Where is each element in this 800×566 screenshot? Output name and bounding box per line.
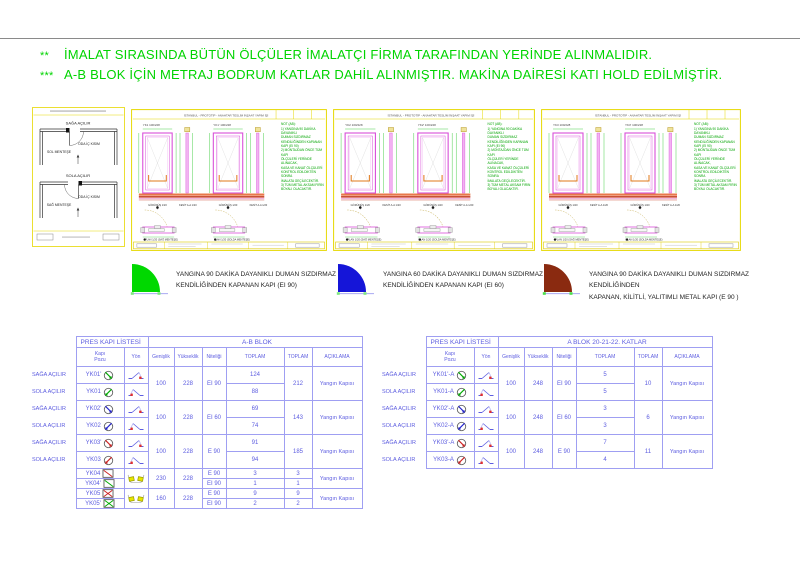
cell-rating: E 90 xyxy=(202,469,226,479)
cell-direction xyxy=(124,489,148,509)
door-label: YK3 100/228 xyxy=(553,122,571,127)
cell-door-code: YK02-A xyxy=(426,418,474,435)
door-swing-icon xyxy=(103,421,114,432)
cell-width: 100 xyxy=(148,367,174,401)
cell-height: 228 xyxy=(174,489,202,509)
column-header: Genişlik xyxy=(498,348,524,367)
cell-direction xyxy=(124,452,148,469)
double-door-plan-icon xyxy=(127,472,145,485)
cell-total: 11 xyxy=(634,435,662,469)
section-label: KESİT A-A 1/20 xyxy=(662,203,680,207)
cell-description: Yangın Kapısı xyxy=(662,435,712,469)
cell-width: 230 xyxy=(148,469,174,489)
cell-total: 2 xyxy=(284,499,312,509)
column-header: Yön xyxy=(124,348,148,367)
plan-label: PLAN 1/20 (SAĞ MENTEŞE) xyxy=(347,238,382,242)
cell-door-code: YK03 xyxy=(76,452,124,469)
cell-count: 5 xyxy=(576,384,634,401)
cell-door-code: YK03' xyxy=(76,435,124,452)
cell-description: Yangın Kapısı xyxy=(312,401,362,435)
legend-door-ei90-text: YANGINA 90 DAKİKA DAYANIKLI DUMAN SIZDIRMAZ KENDİLİĞİNDEN KAPANAN KAPI (EI 90) xyxy=(176,271,337,290)
cell-description: Yangın Kapısı xyxy=(312,469,362,489)
cell-total: 10 xyxy=(634,367,662,401)
cell-count: 7 xyxy=(576,435,634,452)
door-swing-icon xyxy=(456,387,467,398)
door-swing-icon xyxy=(103,404,114,415)
legend-door-ei90-icon xyxy=(130,263,168,301)
door-direction-icon xyxy=(478,370,494,381)
cell-direction xyxy=(124,401,148,418)
door-panel-icon xyxy=(103,479,115,488)
view-label: GÖRÜNÜŞ 1/20 xyxy=(630,203,650,207)
door-panel-icon xyxy=(103,499,115,508)
section-label: KESİT A-A 1/20 xyxy=(455,203,474,207)
column-header: Niteliği xyxy=(552,348,576,367)
cell-door-code: YK02' xyxy=(76,401,124,418)
row-side-label: SAĞA AÇILIR xyxy=(32,406,66,412)
sheet-title: İSTANBUL - PROTOTİP - ANAHTAR TESLİM İNŞAAT YAPIM İŞİ xyxy=(594,113,682,118)
hinge-label-bottom: SAĞ MENTEŞE xyxy=(46,203,72,207)
column-header: Genişlik xyxy=(148,348,174,367)
cell-width: 100 xyxy=(498,435,524,469)
page-top-rule xyxy=(0,38,800,39)
sheet-notes: NOT (AB): 1) YANGINA 90 DAKİKA DAYANIKLI DUMAN SIZDIRMAZ KENDİLİĞİNDEN KAPANAN KAPI (EI 90) 2) MONTAJDAN ÖNCE TÜM KAPI ÖLÇÜLERİ YERİNDE ALINACAK, KASA VE KANAT ÖLÇÜLERİ KONTROL EDİLDİKTEN SONRA İMALATA GEÇİLECEKTİR. 3) TÜM METAL AKSAM FIRIN BOYALI OLACAKTIR. xyxy=(487,122,531,192)
door-swing-icon xyxy=(456,455,467,466)
cell-count: 88 xyxy=(226,384,284,401)
cell-width: 100 xyxy=(148,435,174,469)
cell-rating: E 90 xyxy=(552,435,576,469)
cell-count: 3 xyxy=(226,469,284,479)
door-swing-icon xyxy=(103,438,114,449)
cell-direction xyxy=(124,384,148,401)
plan-label: PLAN 1/20 (SOLDA MENTEŞE) xyxy=(213,238,250,242)
cell-direction xyxy=(474,452,498,469)
cell-door-code: YK01'-A xyxy=(426,367,474,384)
cell-door-code: YK01 xyxy=(76,384,124,401)
cell-height: 248 xyxy=(524,435,552,469)
row-side-label: SOLA AÇILIR xyxy=(32,389,66,395)
cell-direction xyxy=(474,384,498,401)
cell-count: 69 xyxy=(226,401,284,418)
cell-height: 228 xyxy=(174,469,202,489)
cell-count: 3 xyxy=(576,418,634,435)
cell-door-code: YK02 xyxy=(76,418,124,435)
door-swing-icon xyxy=(456,421,467,432)
cell-count: 9 xyxy=(226,489,284,499)
door-panel-icon xyxy=(102,489,114,498)
column-header: Niteliği xyxy=(202,348,226,367)
column-header: TOPLAM xyxy=(226,348,284,367)
legend-door-ei60-icon xyxy=(336,263,374,301)
cell-rating: EI 90 xyxy=(202,499,226,509)
cell-door-code: YK05 xyxy=(76,489,124,499)
cell-height: 248 xyxy=(524,401,552,435)
room-label-bottom: ODA İÇ KISIM xyxy=(78,195,100,199)
cell-rating: EI 90 xyxy=(202,479,226,489)
door-label: YK2' 100/228 xyxy=(417,122,436,127)
table-subtitle: A BLOK 20-21-22. KATLAR xyxy=(498,337,712,348)
cell-direction xyxy=(124,435,148,452)
section-label: KESİT A-A 1/20 xyxy=(590,203,608,207)
cell-count: 2 xyxy=(226,499,284,509)
section-label: KESİT A-A 1/20 xyxy=(382,203,401,207)
table-title: PRES KAPI LİSTESİ xyxy=(426,337,498,348)
view-label: GÖRÜNÜŞ 1/20 xyxy=(148,203,167,207)
plan-label: PLAN 1/20 (SOLDA MENTEŞE) xyxy=(418,238,456,242)
cell-width: 100 xyxy=(148,401,174,435)
sheet-notes: NOT (AB): 1) YANGINA 90 DAKİKA DAYANIKLI DUMAN SIZDIRMAZ KENDİLİĞİNDEN KAPANAN KAPI (EI 90) 2) MONTAJDAN ÖNCE TÜM KAPI ÖLÇÜLERİ YERİNDE ALINACAK, KASA VE KANAT ÖLÇÜLERİ KONTROL EDİLDİKTEN SONRA İMALATA GEÇİLECEKTİR. 3) TÜM METAL AKSAM FIRIN BOYALI OLACAKTIR. xyxy=(280,122,324,192)
column-header: Kapı Pozu xyxy=(76,348,124,367)
cell-count: 91 xyxy=(226,435,284,452)
cell-door-code: YK02'-A xyxy=(426,401,474,418)
view-label: GÖRÜNÜŞ 1/20 xyxy=(218,203,238,207)
cell-direction xyxy=(124,367,148,384)
door-label: YK3' 100/228 xyxy=(625,122,643,127)
cell-direction xyxy=(124,469,148,489)
door-direction-icon xyxy=(128,421,144,432)
cell-door-code: YK03-A xyxy=(426,452,474,469)
cell-direction xyxy=(474,435,498,452)
door-table-a-blok-katlar xyxy=(380,336,713,469)
row-side-label: SOLA AÇILIR xyxy=(32,457,66,463)
row-side-label: SAĞA AÇILIR xyxy=(32,440,66,446)
legend-door-e90-text: YANGINA 90 DAKİKA DAYANIKLI DUMAN SIZDIRMAZ KENDİLİĞİNDEN KAPANAN, KİLİTLİ, YALITIMLI METAL KAPI (E 90 ) xyxy=(589,271,750,301)
cell-height: 248 xyxy=(524,367,552,401)
cell-height: 228 xyxy=(174,435,202,469)
column-header: Yükseklik xyxy=(174,348,202,367)
cell-door-code: YK04' xyxy=(76,479,124,489)
table-title: PRES KAPI LİSTESİ xyxy=(76,337,148,348)
column-header: Yükseklik xyxy=(524,348,552,367)
column-header: TOPLAM xyxy=(634,348,662,367)
column-header: AÇIKLAMA xyxy=(662,348,712,367)
cell-description: Yangın Kapısı xyxy=(312,489,362,509)
column-header: TOPLAM xyxy=(284,348,312,367)
cad-sheet-yk3 xyxy=(541,109,741,251)
row-side-label: SOLA AÇILIR xyxy=(32,423,66,429)
plan-label: PLAN 1/20 (SOLDA MENTEŞE) xyxy=(625,238,663,242)
note-text: İMALAT SIRASINDA BÜTÜN ÖLÇÜLER İMALATÇI FİRMA TARAFINDAN YERİNDE ALINMALIDIR. xyxy=(64,47,653,62)
door-direction-icon xyxy=(478,404,494,415)
note-text: A-B BLOK İÇİN METRAJ BODRUM KATLAR DAHİL ALINMIŞTIR. MAKİNA DAİRESİ KATI HOLD EDİLMİŞTİR. xyxy=(64,67,723,82)
door-direction-panel xyxy=(32,107,125,247)
cell-width: 160 xyxy=(148,489,174,509)
cell-direction xyxy=(474,418,498,435)
top-note-2 xyxy=(40,67,722,82)
column-header: Kapı Pozu xyxy=(426,348,474,367)
column-header: AÇIKLAMA xyxy=(312,348,362,367)
door-panel-icon xyxy=(102,469,114,478)
row-side-label: SAĞA AÇILIR xyxy=(382,406,416,412)
door-direction-icon xyxy=(478,387,494,398)
section-label: KESİT A-A 1/20 xyxy=(249,203,268,207)
cell-total: 143 xyxy=(284,401,312,435)
cell-total: 9 xyxy=(284,489,312,499)
table-subtitle: A-B BLOK xyxy=(148,337,362,348)
cell-total: 212 xyxy=(284,367,312,401)
cell-description: Yangın Kapısı xyxy=(662,401,712,435)
cell-rating: EI 90 xyxy=(552,367,576,401)
hinge-label-top: SOL MENTEŞE xyxy=(47,150,71,154)
view-label: GÖRÜNÜŞ 1/20 xyxy=(423,203,443,207)
cad-sheet-yk2 xyxy=(333,109,535,251)
sheet-notes: NOT (AB): 1) YANGINA 90 DAKİKA DAYANIKLI DUMAN SIZDIRMAZ KENDİLİĞİNDEN KAPANAN KAPI (EI 90) 2) MONTAJDAN ÖNCE TÜM KAPI ÖLÇÜLERİ YERİNDE ALINACAK, KASA VE KANAT ÖLÇÜLERİ KONTROL EDİLDİKTEN SONRA İMALATA GEÇİLECEKTİR. 3) TÜM METAL AKSAM FIRIN BOYALI OLACAKTIR. xyxy=(694,122,737,192)
cell-rating: E 90 xyxy=(202,435,226,469)
cell-door-code: YK01-A xyxy=(426,384,474,401)
cell-rating: EI 90 xyxy=(202,367,226,401)
note-marker: ** xyxy=(40,50,49,62)
door-label: YK1 100/228 xyxy=(142,122,160,127)
column-header: Yön xyxy=(474,348,498,367)
cell-width: 100 xyxy=(498,401,524,435)
door-direction-icon xyxy=(478,421,494,432)
row-side-label: SAĞA AÇILIR xyxy=(382,372,416,378)
view-label: GÖRÜNÜŞ 1/20 xyxy=(350,203,370,207)
cell-rating: EI 60 xyxy=(552,401,576,435)
cell-door-code: YK01' xyxy=(76,367,124,384)
door-list-table xyxy=(30,336,363,509)
column-header: TOPLAM xyxy=(576,348,634,367)
view-label: GÖRÜNÜŞ 1/20 xyxy=(558,203,578,207)
section-label: KESİT A-A 1/20 xyxy=(179,203,197,207)
legend-door-ei60-text: YANGINA 60 DAKİKA DAYANIKLI DUMAN SIZDIRMAZ KENDİLİĞİNDEN KAPANAN KAPI (EI 60) xyxy=(383,271,544,290)
cell-door-code: YK03'-A xyxy=(426,435,474,452)
door-swing-icon xyxy=(103,455,114,466)
door-swing-icon xyxy=(456,370,467,381)
door-label: YK2 100/228 xyxy=(345,122,363,127)
cell-count: 1 xyxy=(226,479,284,489)
sheet-title: İSTANBUL - PROTOTİP - ANAHTAR TESLİM İNŞAAT YAPIM İŞİ xyxy=(183,113,269,118)
sheet-title: İSTANBUL - PROTOTİP - ANAHTAR TESLİM İNŞAAT YAPIM İŞİ xyxy=(387,113,475,118)
door-direction-icon xyxy=(478,455,494,466)
door-direction-icon xyxy=(478,438,494,449)
door-swing-icon xyxy=(103,387,114,398)
cell-count: 124 xyxy=(226,367,284,384)
cell-height: 228 xyxy=(174,401,202,435)
door-label: YK1' 100/228 xyxy=(213,122,231,127)
cell-direction xyxy=(474,401,498,418)
door-swing-icon xyxy=(456,404,467,415)
plan-label: PLAN 1/20 (SAĞ MENTEŞE) xyxy=(555,238,589,242)
cell-description: Yangın Kapısı xyxy=(312,367,362,401)
door-table-ab-blok xyxy=(30,336,363,509)
cell-description: Yangın Kapısı xyxy=(662,367,712,401)
door-list-table xyxy=(380,336,713,469)
row-side-label: SOLA AÇILIR xyxy=(382,423,416,429)
cell-door-code: YK05' xyxy=(76,499,124,509)
double-door-plan-icon xyxy=(127,492,145,505)
swing-label-top: SAĞA AÇILIR xyxy=(65,120,91,126)
cell-count: 5 xyxy=(576,367,634,384)
cell-width: 100 xyxy=(498,367,524,401)
cell-count: 4 xyxy=(576,452,634,469)
row-side-label: SAĞA AÇILIR xyxy=(32,372,66,378)
row-side-label: SOLA AÇILIR xyxy=(382,389,416,395)
cell-door-code: YK04 xyxy=(76,469,124,479)
cell-total: 3 xyxy=(284,469,312,479)
door-direction-icon xyxy=(128,387,144,398)
cell-total: 6 xyxy=(634,401,662,435)
door-direction-icon xyxy=(128,370,144,381)
note-marker: *** xyxy=(40,70,54,82)
door-swing-icon xyxy=(456,438,467,449)
room-label-top: ODA İÇ KISIM xyxy=(78,142,100,146)
cell-description: Yangın Kapısı xyxy=(312,435,362,469)
cell-count: 74 xyxy=(226,418,284,435)
row-side-label: SOLA AÇILIR xyxy=(382,457,416,463)
swing-label-bottom: SOLA AÇILIR xyxy=(65,173,91,178)
cell-rating: E 90 xyxy=(202,489,226,499)
cad-sheet-yk1 xyxy=(131,109,327,251)
plan-label: PLAN 1/20 (SAĞ MENTEŞE) xyxy=(144,238,178,242)
door-direction-icon xyxy=(128,404,144,415)
legend-door-e90-icon xyxy=(542,263,580,301)
cell-count: 3 xyxy=(576,401,634,418)
top-note-1 xyxy=(40,47,652,62)
cell-height: 228 xyxy=(174,367,202,401)
row-side-label: SAĞA AÇILIR xyxy=(382,440,416,446)
cell-count: 94 xyxy=(226,452,284,469)
door-direction-icon xyxy=(128,438,144,449)
cell-total: 1 xyxy=(284,479,312,489)
cell-rating: EI 60 xyxy=(202,401,226,435)
door-swing-icon xyxy=(103,370,114,381)
door-direction-icon xyxy=(128,455,144,466)
cell-total: 185 xyxy=(284,435,312,469)
cell-direction xyxy=(124,418,148,435)
cell-direction xyxy=(474,367,498,384)
